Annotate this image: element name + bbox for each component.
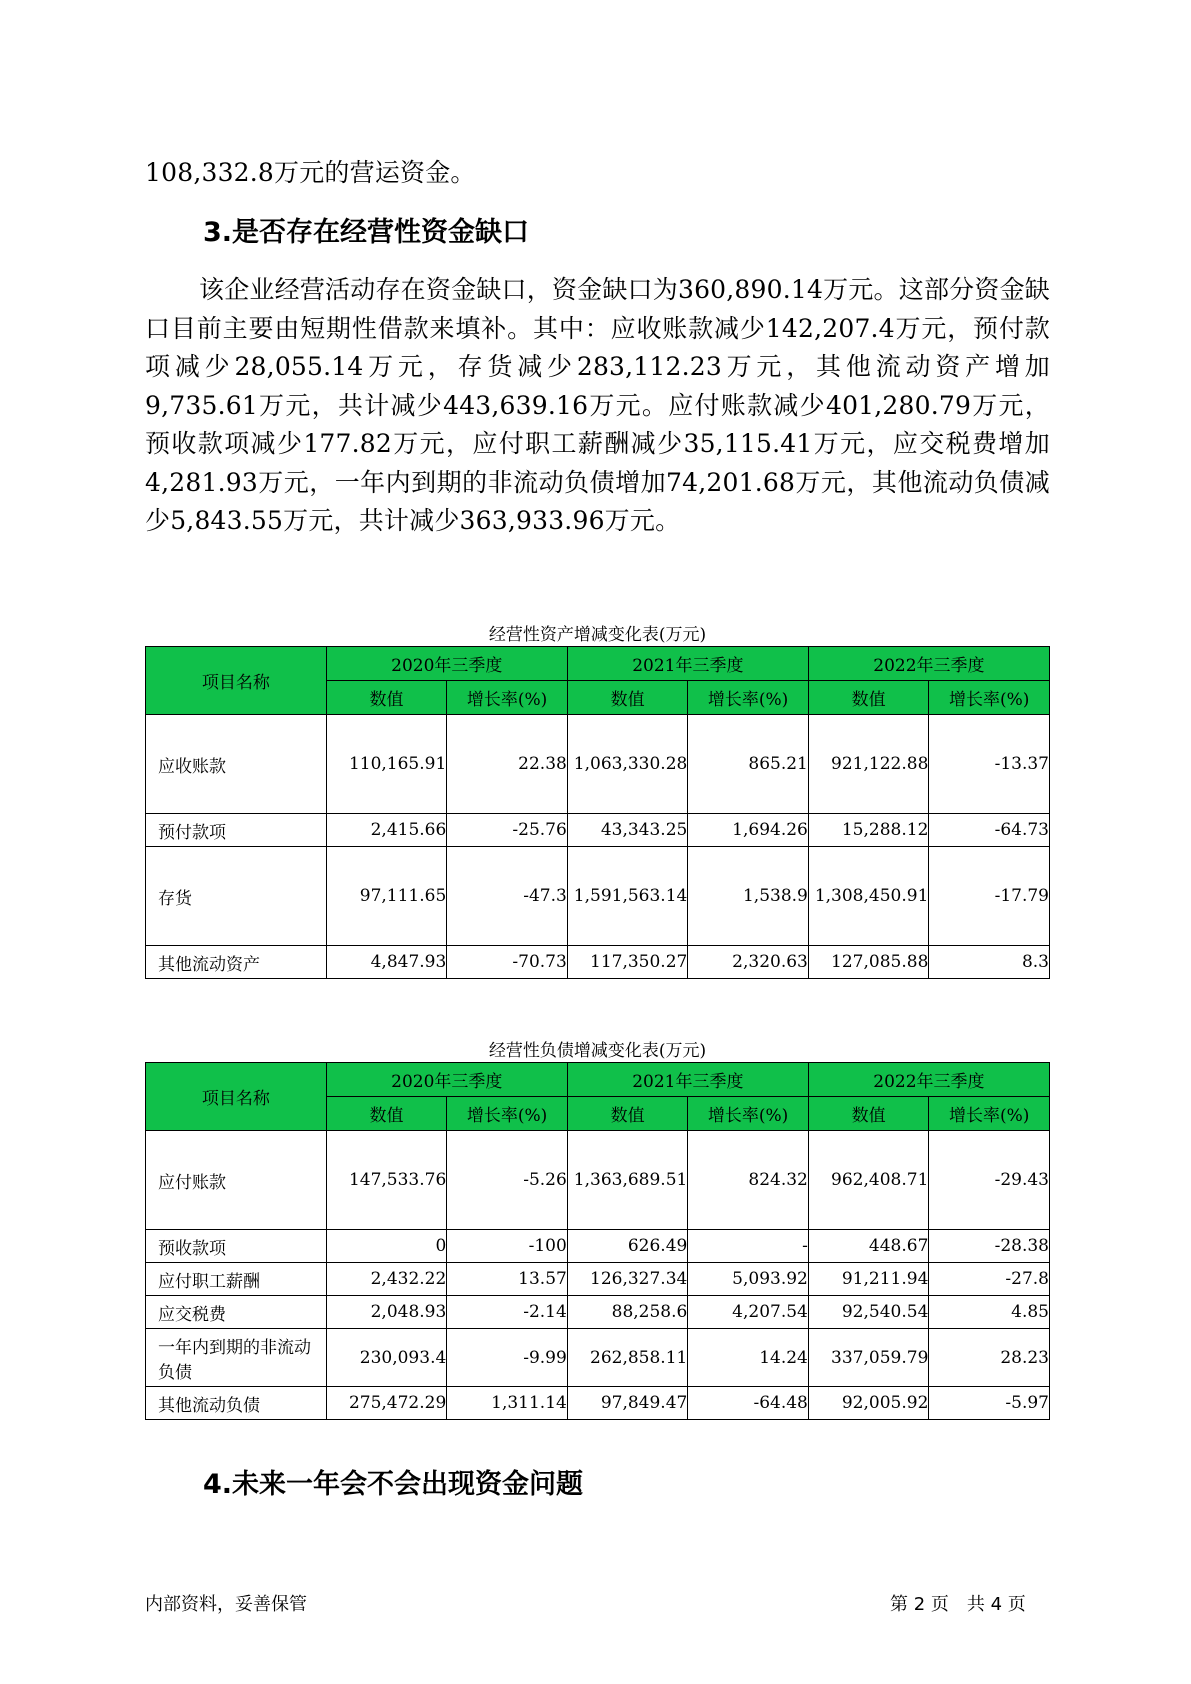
row-label: 应交税费 (146, 1296, 327, 1329)
row-label: 应付账款 (146, 1131, 327, 1230)
table-cell: 448.67 (808, 1230, 929, 1263)
table-row (146, 1296, 1050, 1329)
table-cell: 91,211.94 (808, 1263, 929, 1296)
table-cell: 824.32 (688, 1131, 809, 1230)
row-label: 其他流动资产 (146, 946, 327, 979)
table-cell: 43,343.25 (567, 814, 688, 847)
intro-tail-text: 108,332.8万元的营运资金。 (145, 158, 476, 187)
table-cell: -47.3 (447, 847, 568, 946)
table-cell: 92,005.92 (808, 1387, 929, 1420)
table-cell: -13.37 (929, 715, 1050, 814)
table-cell: -27.8 (929, 1263, 1050, 1296)
row-label: 一年内到期的非流动负债 (146, 1329, 327, 1387)
col-header-value: 数值 (567, 1097, 688, 1131)
row-label: 应付职工薪酬 (146, 1263, 327, 1296)
liability-change-table (145, 1062, 1050, 1420)
col-header-period: 2020年三季度 (326, 1063, 567, 1097)
table-cell: 28.23 (929, 1329, 1050, 1387)
table-row (146, 1230, 1050, 1263)
table-cell: -28.38 (929, 1230, 1050, 1263)
table-cell: 97,849.47 (567, 1387, 688, 1420)
col-header-period: 2021年三季度 (567, 647, 808, 681)
col-header-name: 项目名称 (146, 1063, 327, 1131)
table-row (146, 1387, 1050, 1420)
table-row (146, 814, 1050, 847)
col-header-value: 数值 (808, 681, 929, 715)
footer-page-number: 第 2 页 共 4 页 (890, 1594, 1026, 1615)
row-label: 存货 (146, 847, 327, 946)
table-cell: 4.85 (929, 1296, 1050, 1329)
col-header-period: 2022年三季度 (808, 647, 1049, 681)
col-header-value: 数值 (326, 681, 447, 715)
table-cell: 97,111.65 (326, 847, 447, 946)
table-cell: 1,538.9 (688, 847, 809, 946)
col-header-name: 项目名称 (146, 647, 327, 715)
table-cell: -5.97 (929, 1387, 1050, 1420)
table-cell: 1,311.14 (447, 1387, 568, 1420)
row-label: 其他流动负债 (146, 1387, 327, 1420)
table-cell: 15,288.12 (808, 814, 929, 847)
liability-table-caption: 经营性负债增减变化表(万元) (488, 1041, 707, 1061)
col-header-value: 数值 (326, 1097, 447, 1131)
table-row (146, 946, 1050, 979)
table-cell: 117,350.27 (567, 946, 688, 979)
table-cell: 626.49 (567, 1230, 688, 1263)
table-cell: 865.21 (688, 715, 809, 814)
table-cell: 337,059.79 (808, 1329, 929, 1387)
table-cell: 0 (326, 1230, 447, 1263)
table-cell: 126,327.34 (567, 1263, 688, 1296)
table-cell: -5.26 (447, 1131, 568, 1230)
table-cell: 230,093.4 (326, 1329, 447, 1387)
footer-confidential-note: 内部资料，妥善保管 (145, 1594, 307, 1615)
table-cell: 1,591,563.14 (567, 847, 688, 946)
table-cell: 14.24 (688, 1329, 809, 1387)
asset-table-caption: 经营性资产增减变化表(万元) (488, 625, 707, 645)
col-header-rate: 增长率(%) (688, 1097, 809, 1131)
table-cell: 8.3 (929, 946, 1050, 979)
col-header-value: 数值 (808, 1097, 929, 1131)
table-cell: 22.38 (447, 715, 568, 814)
table-cell: 262,858.11 (567, 1329, 688, 1387)
row-label: 预收款项 (146, 1230, 327, 1263)
table-row (146, 715, 1050, 814)
table-cell: 92,540.54 (808, 1296, 929, 1329)
table-cell: 1,694.26 (688, 814, 809, 847)
table-row (146, 1329, 1050, 1387)
col-header-rate: 增长率(%) (929, 681, 1050, 715)
table-cell: 2,048.93 (326, 1296, 447, 1329)
table-cell: -17.79 (929, 847, 1050, 946)
table-cell: 4,207.54 (688, 1296, 809, 1329)
col-header-value: 数值 (567, 681, 688, 715)
table-cell: 1,063,330.28 (567, 715, 688, 814)
table-row (146, 1263, 1050, 1296)
table-cell: -70.73 (447, 946, 568, 979)
table-cell: - (688, 1230, 809, 1263)
col-header-period: 2022年三季度 (808, 1063, 1049, 1097)
table-cell: 2,432.22 (326, 1263, 447, 1296)
section-4-heading: 4.未来一年会不会出现资金问题 (203, 1469, 584, 1500)
table-cell: 4,847.93 (326, 946, 447, 979)
table-cell: 110,165.91 (326, 715, 447, 814)
table-cell: 2,415.66 (326, 814, 447, 847)
col-header-rate: 增长率(%) (688, 681, 809, 715)
table-cell: 921,122.88 (808, 715, 929, 814)
table-cell: 88,258.6 (567, 1296, 688, 1329)
table-cell: -100 (447, 1230, 568, 1263)
table-cell: -64.48 (688, 1387, 809, 1420)
col-header-rate: 增长率(%) (447, 681, 568, 715)
table-row (146, 847, 1050, 946)
col-header-rate: 增长率(%) (447, 1097, 568, 1131)
row-label: 应收账款 (146, 715, 327, 814)
row-label: 预付款项 (146, 814, 327, 847)
table-cell: 147,533.76 (326, 1131, 447, 1230)
table-cell: 1,363,689.51 (567, 1131, 688, 1230)
table-cell: 127,085.88 (808, 946, 929, 979)
table-cell: 962,408.71 (808, 1131, 929, 1230)
table-cell: -25.76 (447, 814, 568, 847)
table-cell: 5,093.92 (688, 1263, 809, 1296)
table-cell: -9.99 (447, 1329, 568, 1387)
col-header-period: 2020年三季度 (326, 647, 567, 681)
table-cell: 13.57 (447, 1263, 568, 1296)
table-cell: 1,308,450.91 (808, 847, 929, 946)
asset-change-table (145, 646, 1050, 979)
table-cell: 275,472.29 (326, 1387, 447, 1420)
col-header-rate: 增长率(%) (929, 1097, 1050, 1131)
table-row (146, 1131, 1050, 1230)
table-cell: -2.14 (447, 1296, 568, 1329)
table-cell: -29.43 (929, 1131, 1050, 1230)
table-cell: -64.73 (929, 814, 1050, 847)
table-cell: 2,320.63 (688, 946, 809, 979)
col-header-period: 2021年三季度 (567, 1063, 808, 1097)
section-3-heading: 3.是否存在经营性资金缺口 (203, 217, 530, 248)
section-3-body: 该企业经营活动存在资金缺口，资金缺口为360,890.14万元。这部分资金缺口目前主要由短期性借款来填补。其中：应收账款减少142,207.4万元，预付款项减少28,055.14万元，存货减少283,112.23万元，其他流动资产增加9,735.61万元，共计减少443,639.16万元。应付账款减少401,280.79万元，预收款项减少177.82万元，应付职工薪酬减少35,115.41万元，应交税费增加4,281.93万元，一年内到期的非流动负债增加74,201.68万元，其他流动负债减少5,843.55万元，共计减少363,933.96万元。 (145, 275, 1050, 535)
